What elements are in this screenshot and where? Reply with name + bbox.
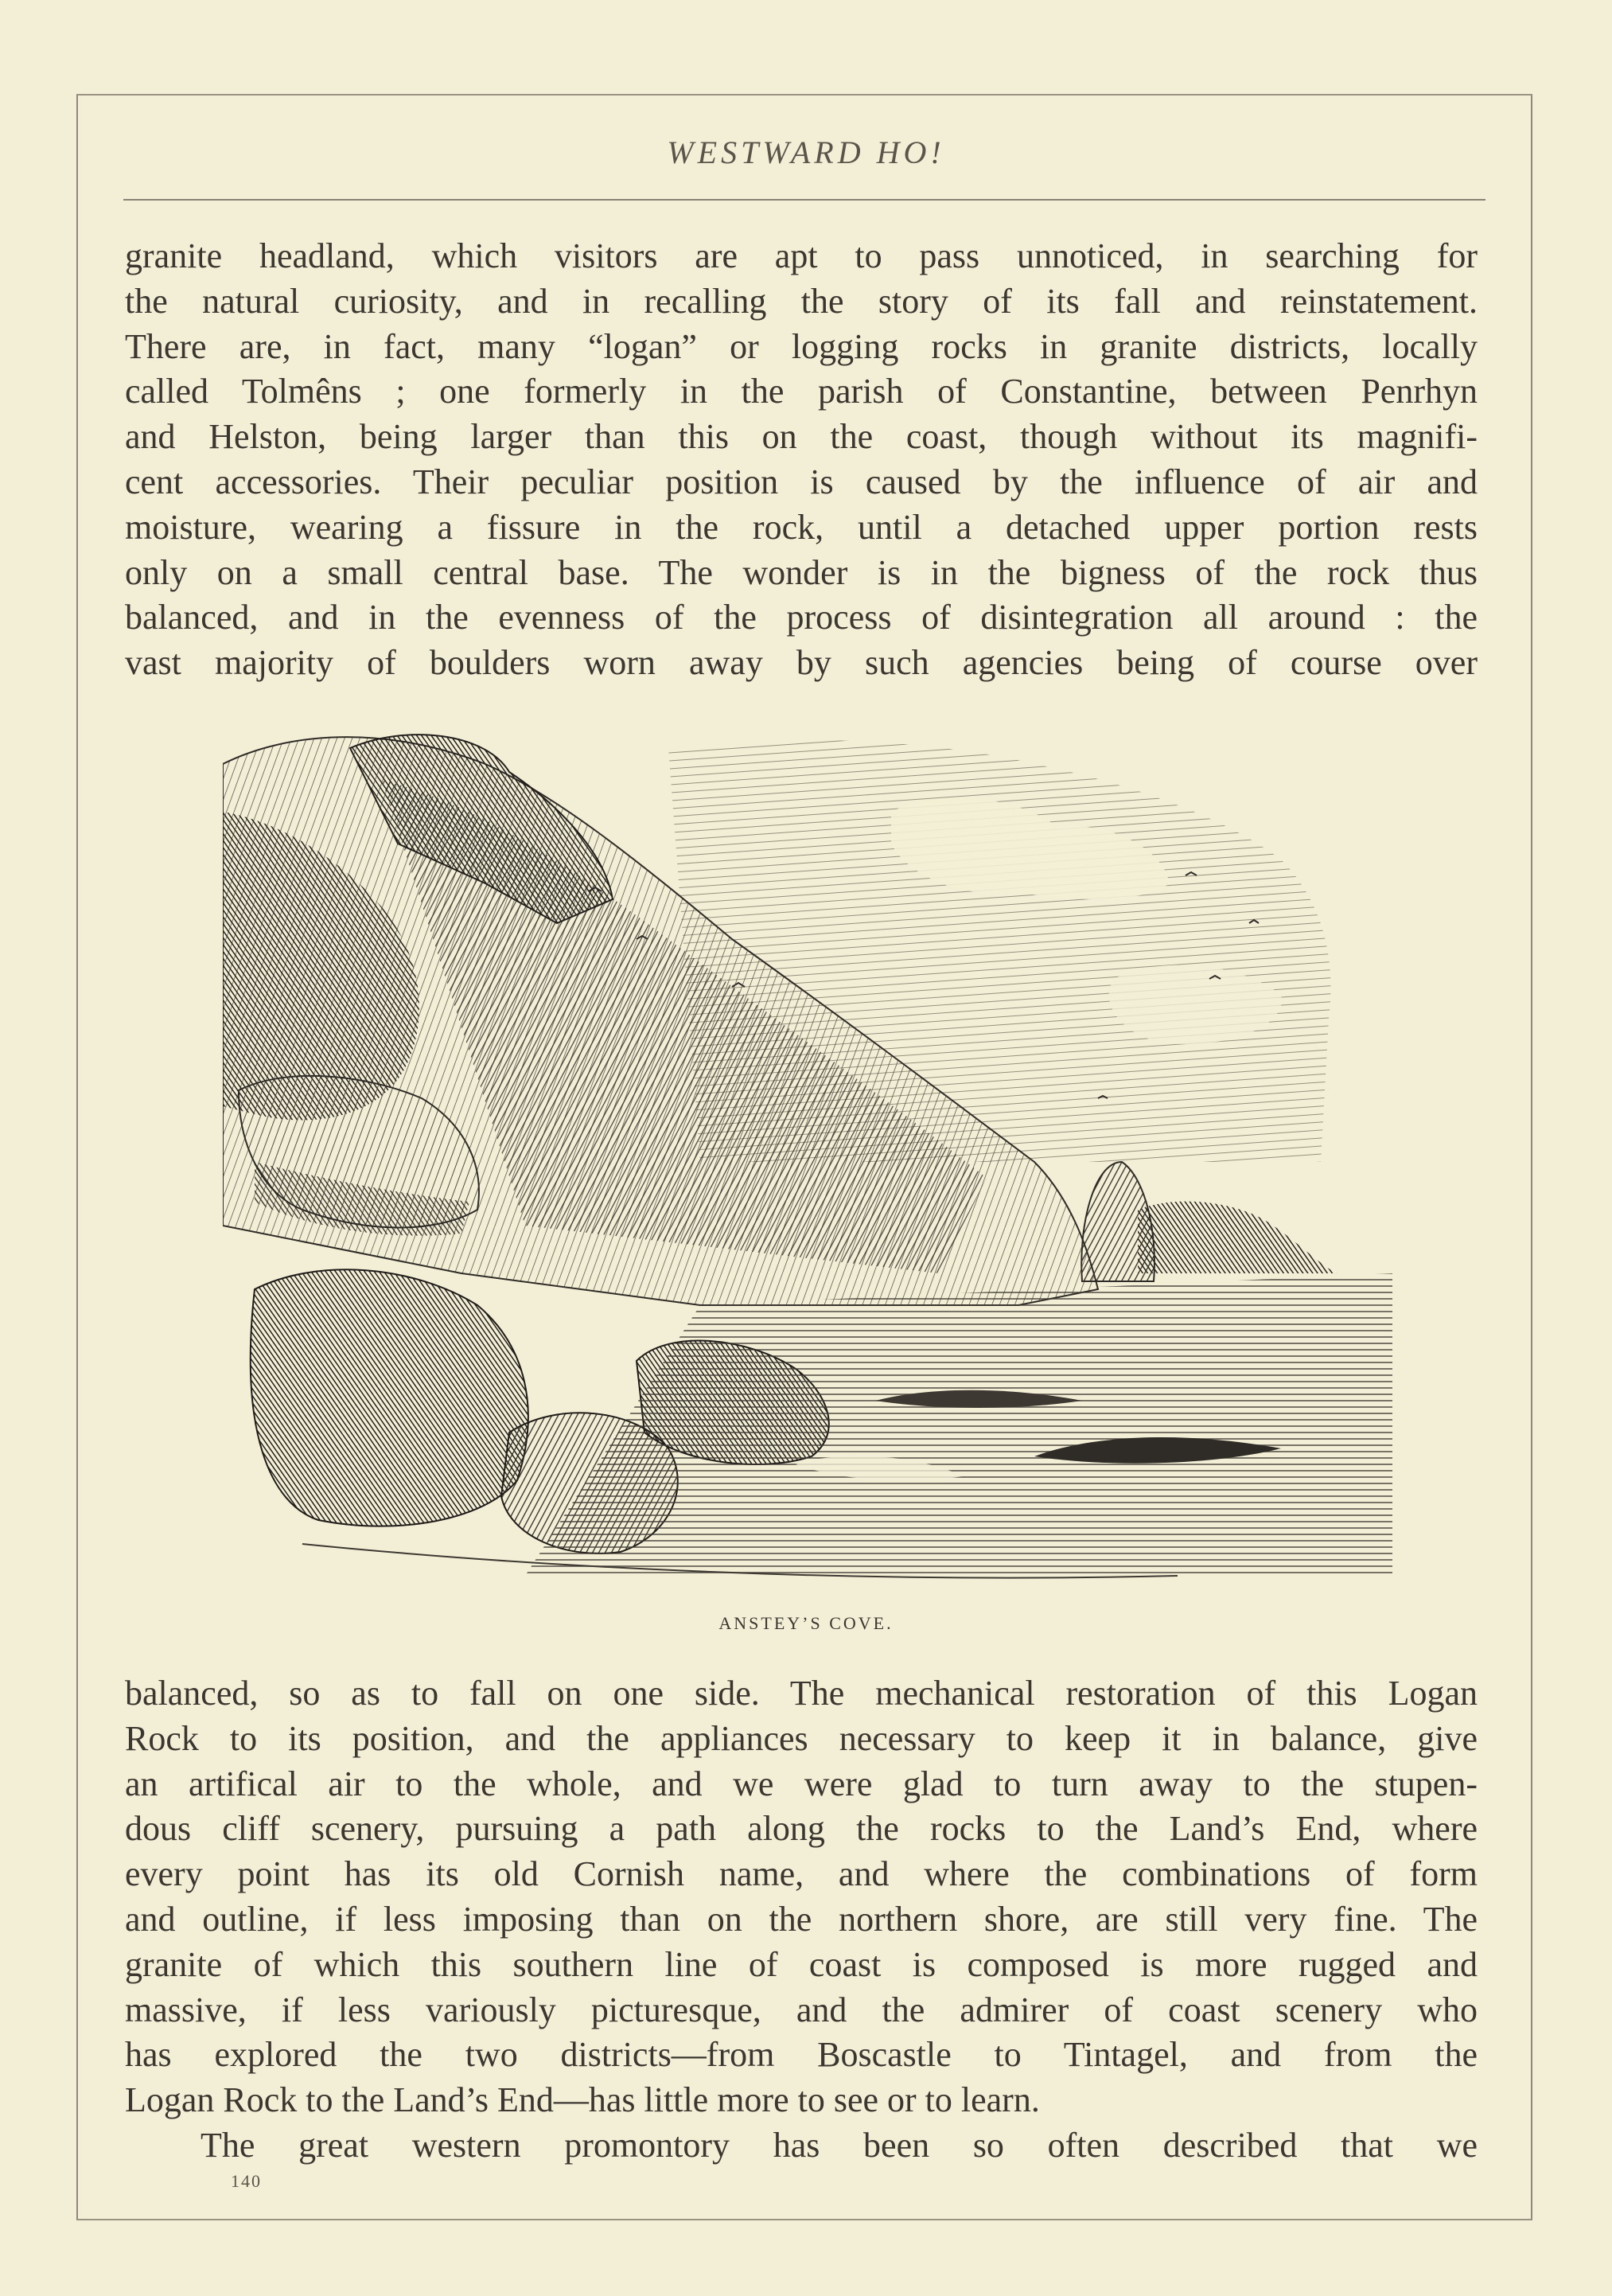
- text-line: and outline, if less imposing than on the northern shore, are still very fine. The: [125, 1899, 1478, 1939]
- text-line: moisture, wearing a fissure in the rock, until a detached upper portion rests: [125, 507, 1478, 547]
- text-line: called Tolmêns ; one formerly in the parish of Constantine, between Penrhyn: [125, 372, 1478, 411]
- text-line: has explored the two districts—from Boscastle to Tintagel, and from the: [125, 2035, 1478, 2075]
- sea: [525, 1273, 1392, 1576]
- text-line: massive, if less variously picturesque, and the admirer of coast scenery who: [125, 1990, 1478, 2029]
- text-line: There are, in fact, many “logan” or logging rocks in granite districts, locally: [125, 326, 1478, 366]
- illustration-caption: ANSTEY’S COVE.: [718, 1613, 894, 1633]
- text-line: only on a small central base. The wonder is in the bigness of the rock thus: [125, 552, 1478, 592]
- sea-stack: [1081, 1162, 1154, 1281]
- foreground-boulder: [251, 1269, 528, 1526]
- text-line: granite of which this southern line of coast is composed is more rugged and: [125, 1944, 1478, 1984]
- text-line: dous cliff scenery, pursuing a path along the rocks to the Land’s End, where: [125, 1809, 1478, 1849]
- running-head: WESTWARD HO!: [667, 134, 945, 170]
- distant-headland: [1138, 1202, 1337, 1273]
- text-line: granite headland, which visitors are apt to pass unnoticed, in searching for: [125, 236, 1478, 275]
- text-line: Logan Rock to the Land’s End—has little more to see or to learn.: [125, 2080, 1040, 2120]
- text-line: cent accessories. Their peculiar position is caused by the influence of air and: [125, 462, 1478, 501]
- text-line: and Helston, being larger than this on the coast, though without its magnifi-: [125, 417, 1478, 457]
- top-paragraph: [125, 234, 1478, 686]
- text-line: an artifical air to the whole, and we were glad to turn away to the stupen-: [125, 1764, 1478, 1803]
- text-line: every point has its old Cornish name, and where the combinations of form: [125, 1854, 1478, 1894]
- text-line: The great western promontory has been so often described that we: [201, 2125, 1478, 2165]
- text-line: Rock to its position, and the appliances necessary to keep it in balance, give: [125, 1718, 1478, 1758]
- bottom-paragraph: [125, 1671, 1478, 2169]
- page-number: 140: [231, 2171, 262, 2191]
- header-rule: [123, 199, 1485, 201]
- cove-engraving: [223, 716, 1392, 1601]
- text-line: vast majority of boulders worn away by such agencies being of course over: [125, 643, 1478, 683]
- text-line: the natural curiosity, and in recalling the story of its fall and reinstatement.: [125, 281, 1478, 321]
- text-line: balanced, and in the evenness of the process of disintegration all around : the: [125, 598, 1478, 637]
- text-line: balanced, so as to fall on one side. The mechanical restoration of this Logan: [125, 1674, 1478, 1713]
